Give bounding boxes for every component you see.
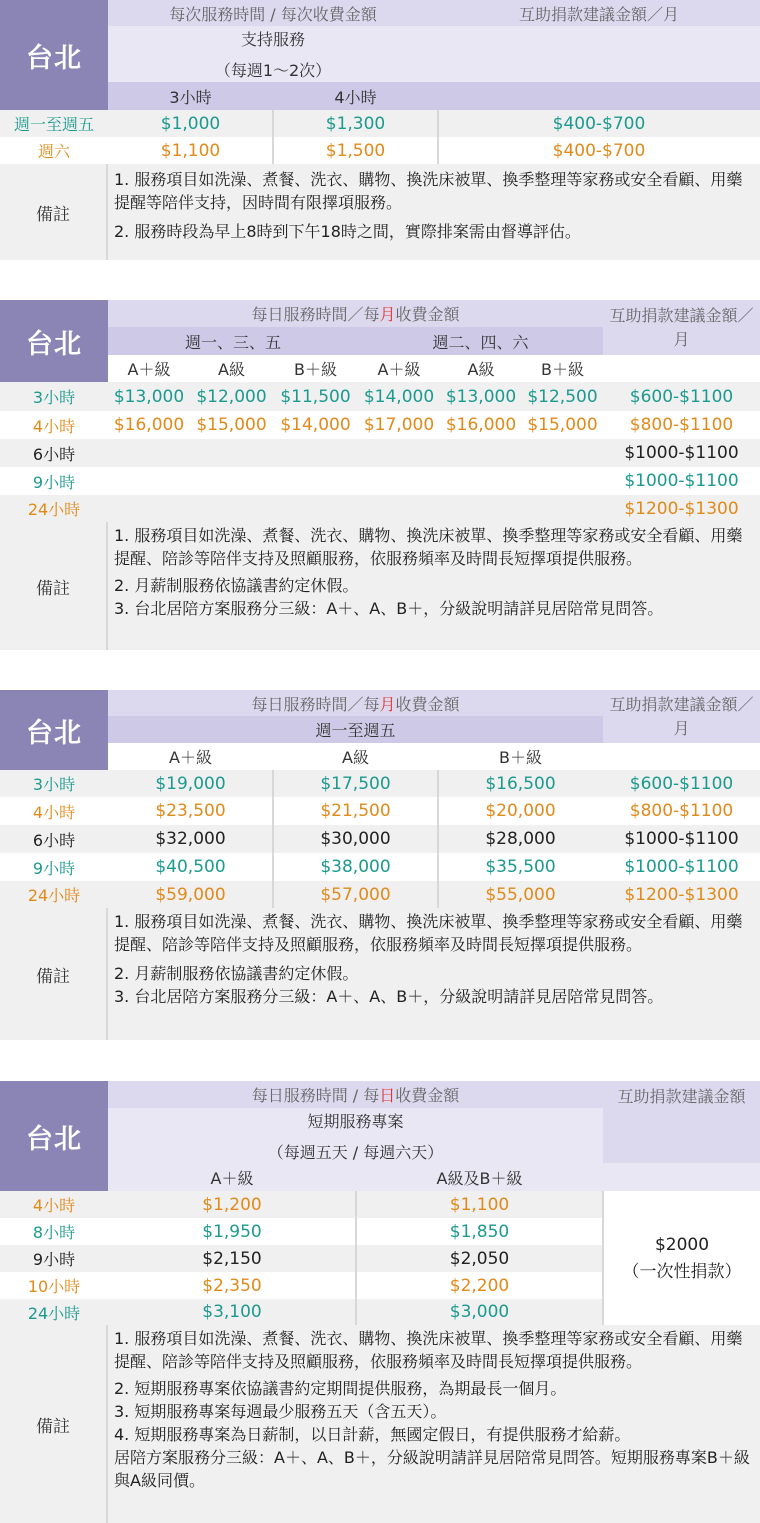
note-item: 3. 台北居陪方案服務分三級：A＋、A、B＋，分級說明請詳見居陪常見問答。	[114, 599, 664, 618]
level-label: A＋級	[210, 1168, 254, 1188]
row-label-saturday: 週六	[37, 142, 70, 161]
column-divider	[272, 770, 274, 908]
service-name: 支持服務	[240, 30, 305, 49]
price-cell: $13,000	[113, 386, 185, 407]
donation-cell: $1200-$1300	[624, 498, 739, 519]
header-donation: 互助捐款建議金額	[603, 1081, 760, 1163]
group-tue-thu-sat: 週二、四、六	[432, 332, 529, 352]
row-label: 9小時	[32, 1250, 76, 1269]
price-cell: $55,000	[485, 884, 556, 905]
column-divider	[355, 1191, 357, 1325]
price-cell: $57,000	[320, 884, 391, 905]
level-label: A級	[467, 360, 495, 379]
level-label: B＋級	[499, 748, 542, 767]
price-cell: $3,100	[202, 1302, 262, 1322]
notes-box	[108, 1325, 760, 1523]
header-text: 收費金額	[395, 305, 460, 324]
donation-box	[604, 1191, 760, 1325]
row-label: 3小時	[32, 775, 76, 794]
row-label: 10小時	[27, 1277, 81, 1296]
row-label: 24小時	[27, 1303, 81, 1323]
price-cell: $23,500	[155, 801, 226, 821]
price-cell: $16,000	[445, 415, 517, 435]
service-info	[108, 26, 438, 82]
price-cell: $40,500	[155, 857, 226, 877]
level-label: A級	[342, 748, 369, 767]
note-item: 3. 台北居陪方案服務分三級：A＋、A、B＋，分級說明請詳見居陪常見問答。	[114, 987, 664, 1006]
price-cell: $21,500	[320, 801, 391, 821]
price-cell: $30,000	[320, 829, 391, 849]
price-cell: $14,000	[280, 415, 351, 435]
row-label-weekdays: 週一至週五	[13, 115, 94, 134]
note-item: 2. 服務時段為早上8時到下午18時之間，實際排案需由督導評估。	[114, 222, 581, 241]
note-label: 備註	[0, 164, 106, 260]
notes-box	[108, 908, 760, 1040]
price-cell: $19,000	[155, 773, 226, 794]
price-cell: $1,300	[325, 113, 386, 134]
row-label: 8小時	[32, 1223, 76, 1242]
header-highlight: 月	[379, 694, 396, 714]
row-label: 3小時	[32, 388, 76, 407]
header-filler	[438, 26, 760, 82]
note-label: 備註	[0, 1325, 106, 1523]
notes-box	[108, 164, 760, 260]
note-label: 備註	[0, 522, 106, 650]
price-cell: $1,500	[325, 140, 386, 161]
price-cell: $2,200	[449, 1275, 510, 1296]
header-donation: 互助捐款建議金額／月	[603, 690, 760, 743]
price-cell: $16,000	[113, 415, 185, 435]
price-cell: $15,000	[196, 415, 267, 435]
price-cell: $59,000	[155, 884, 226, 905]
donation-cell: $1000-$1100	[624, 443, 739, 463]
note-item: 1. 服務項目如洗澡、煮餐、洗衣、購物、換洗床被單、換季整理等家務或安全看顧、用藥提醒、陪診等陪伴支持及照顧服務，依服務頻率及時間長短擇項提供服務。	[114, 526, 743, 568]
donation-cell: $1000-$1100	[624, 471, 739, 491]
row-label: 9小時	[32, 472, 76, 492]
donation-cell: $600-$1100	[629, 386, 734, 407]
donation-cell: $1000-$1100	[624, 857, 739, 877]
price-cell: $17,000	[363, 415, 435, 435]
header-time-fee	[108, 1081, 603, 1108]
level-label: B＋級	[294, 360, 337, 379]
column-divider	[272, 110, 274, 164]
donation-cell: $600-$1100	[629, 773, 734, 794]
price-cell: $35,500	[485, 857, 556, 877]
price-cell: $12,000	[196, 386, 267, 407]
city-label: 台北	[0, 300, 108, 382]
col-3-hours: 3小時	[169, 87, 212, 107]
price-cell: $2,350	[202, 1275, 262, 1296]
row-label: 4小時	[32, 1196, 76, 1215]
price-cell: $1,850	[449, 1221, 510, 1242]
column-divider	[437, 770, 439, 908]
service-frequency: （每週五天 / 每週六天）	[267, 1142, 444, 1162]
price-cell: $1,100	[160, 140, 221, 161]
price-cell: $14,000	[363, 386, 435, 407]
row-label: 24小時	[27, 886, 81, 905]
city-label: 台北	[0, 1081, 108, 1191]
row-label: 6小時	[32, 830, 76, 850]
price-cell: $1,200	[202, 1194, 262, 1215]
note-item: 2. 月薪制服務依協議書約定休假。	[114, 964, 359, 983]
header-time-fee	[108, 690, 603, 716]
notes-box	[108, 522, 760, 650]
price-cell: $15,000	[527, 415, 598, 435]
level-label: A＋級	[169, 748, 212, 767]
note-item: 2. 短期服務專案依協議書約定期間提供服務，為期最長一個月。	[114, 1379, 567, 1398]
donation-cell: $400-$700	[552, 140, 646, 161]
price-cell: $11,500	[280, 386, 351, 407]
price-cell: $2,150	[202, 1248, 262, 1269]
price-cell: $12,500	[527, 386, 598, 407]
donation-cell: $400-$700	[552, 113, 646, 134]
price-cell: $17,500	[320, 773, 391, 794]
note-item: 1. 服務項目如洗澡、煮餐、洗衣、購物、換洗床被單、換季整理等家務或安全看顧、用藥提醒、陪診等陪伴支持及照顧服務，依服務頻率及時間長短擇項提供服務。	[114, 912, 743, 954]
price-cell: $13,000	[445, 386, 517, 407]
note-item: 1. 服務項目如洗澡、煮餐、洗衣、購物、換洗床被單、換季整理等家務或安全看顧、用藥提醒、陪診等陪伴支持及照顧服務，依服務頻率及時間長短擇項提供服務。	[114, 1329, 743, 1371]
weekday-group: 週一至週五	[108, 716, 603, 743]
note-item: 2. 月薪制服務依協議書約定休假。	[114, 576, 359, 595]
city-label: 台北	[0, 0, 108, 110]
column-divider	[437, 110, 439, 164]
price-cell: $38,000	[320, 857, 391, 877]
price-cell: $1,000	[160, 113, 221, 134]
header-highlight: 日	[379, 1086, 396, 1105]
price-cell: $32,000	[155, 829, 226, 849]
group-mon-wed-fri: 週一、三、五	[184, 332, 281, 352]
row-label: 24小時	[27, 500, 81, 519]
header-time-fee: 每次服務時間 / 每次收費金額	[108, 0, 438, 26]
row-label: 4小時	[32, 802, 76, 822]
header-time-fee	[108, 300, 603, 327]
header-donation: 互助捐款建議金額／月	[438, 0, 760, 26]
header-donation: 互助捐款建議金額／月	[603, 300, 760, 355]
price-cell: $3,000	[449, 1302, 510, 1322]
header-text: 每日服務時間／每	[251, 305, 380, 324]
donation-note: （一次性捐款）	[622, 1261, 742, 1282]
note-item: 3. 短期服務專案每週最少服務五天（含五天）。	[114, 1402, 447, 1421]
col-4-hours: 4小時	[334, 87, 377, 107]
note-label: 備註	[0, 908, 106, 1040]
header-text: 收費金額	[395, 1086, 460, 1105]
price-cell: $16,500	[485, 773, 556, 794]
level-label: A＋級	[127, 360, 171, 379]
donation-cell: $1000-$1100	[624, 829, 739, 849]
price-cell: $2,050	[449, 1248, 510, 1269]
price-cell: $1,100	[449, 1194, 510, 1215]
header-text: 每日服務時間／每	[251, 694, 380, 714]
level-label: A＋級	[377, 360, 421, 379]
note-item: 1. 服務項目如洗澡、煮餐、洗衣、購物、換洗床被單、換季整理等家務或安全看顧、用藥提醒等陪伴支持，因時間有限擇項服務。	[114, 170, 743, 212]
row-label: 4小時	[32, 416, 76, 436]
donation-cell: $800-$1100	[629, 801, 734, 821]
level-label: A級	[218, 360, 245, 379]
price-cell: $28,000	[485, 829, 556, 849]
donation-cell: $800-$1100	[629, 415, 734, 435]
row-label: 9小時	[32, 858, 76, 878]
donation-amount: $2000	[654, 1234, 710, 1255]
note-item: 4. 短期服務專案為日薪制，以日計薪，無國定假日，有提供服務才給薪。	[114, 1425, 631, 1444]
price-cell: $1,950	[202, 1221, 262, 1242]
header-text: 收費金額	[395, 694, 460, 714]
donation-cell: $1200-$1300	[624, 884, 739, 905]
header-text: 每日服務時間 / 每	[251, 1086, 380, 1105]
price-cell: $20,000	[485, 801, 556, 821]
service-frequency: （每週1～2次）	[214, 61, 332, 80]
note-item: 居陪方案服務分三級：A＋、A、B＋，分級說明請詳見居陪常見問答。短期服務專案B＋級與A級同價。	[114, 1448, 750, 1490]
row-label: 6小時	[32, 444, 76, 464]
city-label: 台北	[0, 690, 108, 770]
level-label: B＋級	[541, 360, 584, 379]
header-highlight: 月	[379, 305, 396, 324]
service-info	[108, 1108, 603, 1163]
level-label: A級及B＋級	[436, 1168, 523, 1188]
service-name: 短期服務專案	[307, 1111, 404, 1131]
